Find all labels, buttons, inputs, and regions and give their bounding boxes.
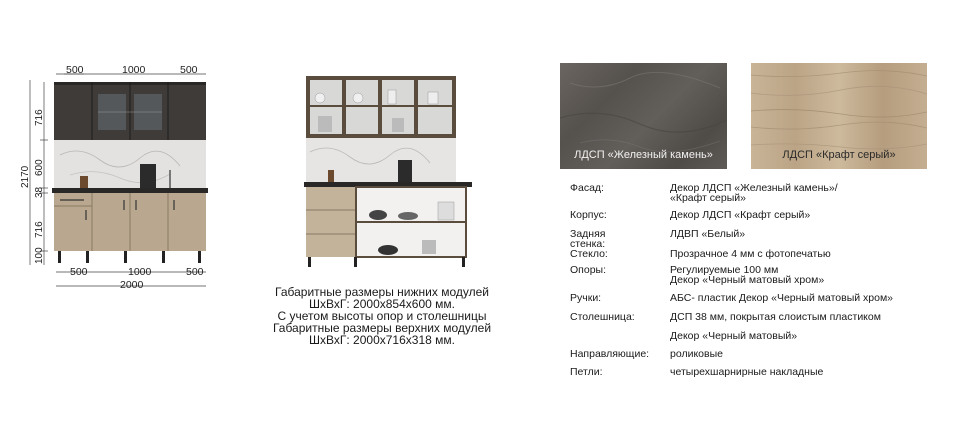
total-height-dim: 2170 xyxy=(20,165,31,188)
swatch-label: ЛДСП «Крафт серый» xyxy=(782,149,896,161)
legs-height-dim: 100 xyxy=(34,247,45,264)
spec-value: ЛДВП «Белый» xyxy=(670,228,746,240)
spec-key: Опоры: xyxy=(570,264,606,276)
spec-key: Стекло: xyxy=(570,248,608,260)
spec-value: АБС- пластик Декор «Черный матовый хром» xyxy=(670,292,894,304)
caption-line: С учетом высоты опор и столешницы xyxy=(277,309,487,323)
swatch-iron-stone xyxy=(560,63,727,169)
spec-value: четырехшарнирные накладные xyxy=(670,366,824,378)
total-width-dim: 2000 xyxy=(120,279,144,291)
spec-value: роликовые xyxy=(670,348,723,360)
bottom-dim-left: 500 xyxy=(70,266,88,278)
specifications xyxy=(570,183,950,383)
top-dim-right: 500 xyxy=(180,64,198,76)
swatch-kraft-gray xyxy=(751,63,927,169)
backsplash-height-dim: 600 xyxy=(34,159,45,176)
spec-value: Декор «Черный матовый хром» xyxy=(670,274,825,286)
top-dim-left: 500 xyxy=(66,64,84,76)
swatch-label: ЛДСП «Железный камень» xyxy=(574,149,713,161)
kitchen-dimension-drawing xyxy=(20,60,230,290)
countertop-height-dim: 38 xyxy=(34,186,45,198)
spec-value: Регулируемые 100 мм xyxy=(670,264,779,276)
caption-line: ШхВхГ: 2000х854х600 мм. xyxy=(309,297,455,311)
spec-value: «Крафт серый» xyxy=(670,192,746,204)
kitchen-svg xyxy=(20,60,230,290)
caption-line: ШхВхГ: 2000х716х318 мм. xyxy=(309,333,455,347)
caption-line: Габаритные размеры нижних модулей xyxy=(275,285,489,299)
spec-value: Декор ЛДСП «Железный камень»/ xyxy=(670,182,838,194)
upper-height-dim: 716 xyxy=(34,109,45,126)
spec-key: Петли: xyxy=(570,366,603,378)
caption-line: Габаритные размеры верхних модулей xyxy=(272,321,492,335)
bottom-dim-right: 500 xyxy=(186,266,204,278)
bottom-dim-middle: 1000 xyxy=(128,266,152,278)
spec-key: Корпус: xyxy=(570,209,607,221)
spec-key: Столешница: xyxy=(570,311,635,323)
kitchen-open-shelves-image xyxy=(298,72,484,268)
spec-value: Прозрачное 4 мм с фотопечатью xyxy=(670,248,831,260)
dimensions-caption xyxy=(248,286,516,346)
spec-key: Направляющие: xyxy=(570,348,650,360)
spec-value: Декор «Черный матовый» xyxy=(670,330,798,342)
lower-height-dim: 716 xyxy=(34,221,45,238)
top-dim-middle: 1000 xyxy=(122,64,146,76)
kitchen-open-svg xyxy=(298,72,484,268)
spec-key: Задняя стенка: xyxy=(570,228,606,250)
spec-value: ДСП 38 мм, покрытая слоистым пластиком xyxy=(670,311,881,323)
spec-key: Ручки: xyxy=(570,292,602,304)
spec-key: Фасад: xyxy=(570,182,604,194)
spec-value: Декор ЛДСП «Крафт серый» xyxy=(670,209,811,221)
